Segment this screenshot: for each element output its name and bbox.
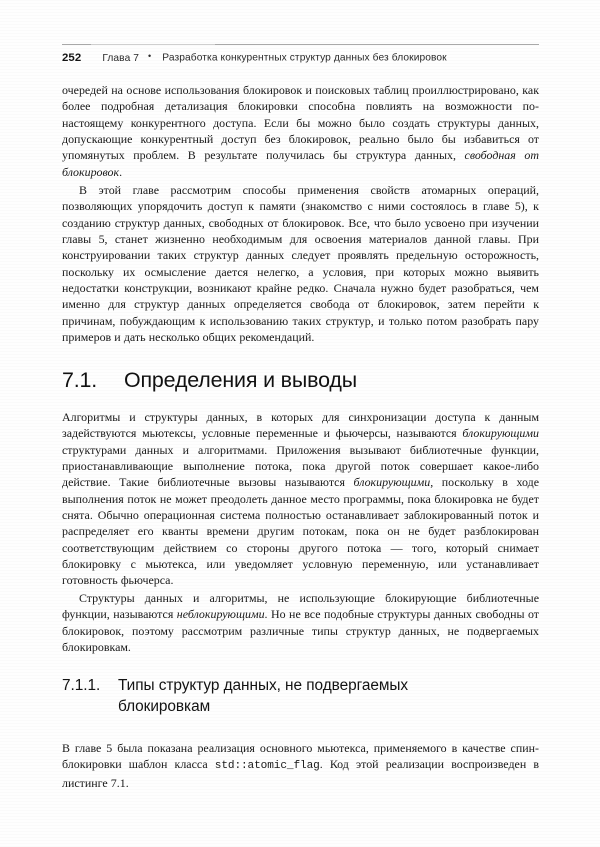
section-heading-block — [62, 367, 539, 393]
section-p1-text-c: , поскольку в ходе выполнения поток не может преодолеть данное место программы, пока блокировка не будет снята. Обычно операционная система полностью останавливает заблокированный поток и распределяет его кванты времени другим потокам, пока он не будет разблокирован соответствующим действием со стороны другого потока — того, который снимает блокировку с мьютекса, или уведомляет условную переменную, или устанавливает готовность фьючерса. — [62, 475, 539, 588]
subsection-heading-block — [62, 675, 539, 717]
subsection-number: 7.1.1. — [62, 677, 101, 694]
section-p2-text-b: . Но не все подобные структуры данных свободны от блокировок, поэтому рассмотрим различные типы структур данных, не подвергаемых блокировкам. — [62, 607, 539, 655]
paragraph-1-emphasis: свободная от блокировок — [62, 148, 539, 179]
section-p1-emphasis-1: блокирующими — [462, 426, 539, 441]
subsection-heading — [62, 675, 539, 717]
subsection-text-b: . Код этой реализации воспроизведен в листинге 7.1. — [62, 757, 539, 790]
running-head — [62, 44, 538, 70]
paragraph-2: В этой главе рассмотрим способы применения свойств атомарных операций, позволяющих упорядочить доступ к памяти (знакомство с ними состоялось в главе 5), к созданию структур данных, свободных от блокировок. Все, что было усвоено при изучении главы 5, станет жизненно необходимым для освоения материалов данной главы. При конструировании таких структур данных следует проявлять предельную осторожность, поскольку их осмысление дается нелегко, а условия, при которых можно выявить недостатки конструкции, возникают крайне редко. Сначала нужно будет разобраться, чем именно для структур данных определяется свобода от блокировок, затем перейти к причинам, побуждающим к использованию таких структур, и только потом разобрать пару примеров и дать несколько общих рекомендаций. — [62, 183, 539, 345]
section-title: Определения и выводы — [124, 368, 357, 392]
running-head-line — [62, 51, 447, 64]
section-p2-emphasis: неблокирующими — [176, 607, 265, 622]
section-paragraph-block-2 — [62, 590, 539, 655]
paragraph-continuation — [62, 82, 539, 180]
page-number: 252 — [62, 51, 82, 64]
paragraph-1-text-a: очередей на основе использования блокировок и поисковых таблиц проиллюстрировано, как более подробная детализация блокировки способна повлиять на возможности по-настоящему конкурентного доступа. Если бы можно было создать структуры данных, допускающие конкурентный доступ без блокировок, реально было бы избавиться от упомянутых проблем. В результате получилась бы структура данных, — [62, 83, 539, 163]
section-heading — [62, 367, 539, 393]
bullet-separator-icon: • — [148, 51, 152, 61]
section-paragraph-block-1 — [62, 409, 539, 589]
subsection-text-a: В главе 5 была показана реализация основного мьютекса, применяемого в качестве спин-блокировки шаблон класса — [62, 741, 539, 772]
paragraph-block-1 — [62, 82, 539, 180]
section-p1-text-a: Алгоритмы и структуры данных, в которых для синхронизации доступа к данным задействуются мьютексы, условные переменные и фьючерсы, называются — [62, 410, 539, 441]
section-paragraph-1 — [62, 409, 539, 589]
subsection-paragraph-block — [62, 740, 539, 791]
running-title: Разработка конкурентных структур данных без блокировок — [162, 52, 447, 64]
inline-code-atomic-flag: std::atomic_flag — [214, 760, 320, 773]
chapter-label: Глава 7 — [102, 52, 140, 64]
section-p2-text-a: Структуры данных и алгоритмы, не использующие блокирующие библиотечные функции, называются — [62, 591, 539, 622]
paragraph-1-text-b: . — [119, 164, 123, 179]
section-p1-emphasis-2: блокирующими — [353, 475, 431, 490]
paragraph-block-2 — [62, 182, 539, 345]
header-rule — [62, 44, 539, 45]
subsection-paragraph — [62, 740, 539, 791]
subsection-title: Типы структур данных, не подвергаемых блокировкам — [118, 677, 409, 715]
section-p1-text-b: структурами данных и алгоритмами. Приложения вызывают библиотечные функции, приостанавливающие выполнение потока, пока другой поток совершает какое-либо действие. Такие библиотечные вызовы называются — [62, 442, 539, 490]
section-paragraph-2 — [62, 590, 539, 655]
section-number: 7.1. — [62, 368, 98, 392]
